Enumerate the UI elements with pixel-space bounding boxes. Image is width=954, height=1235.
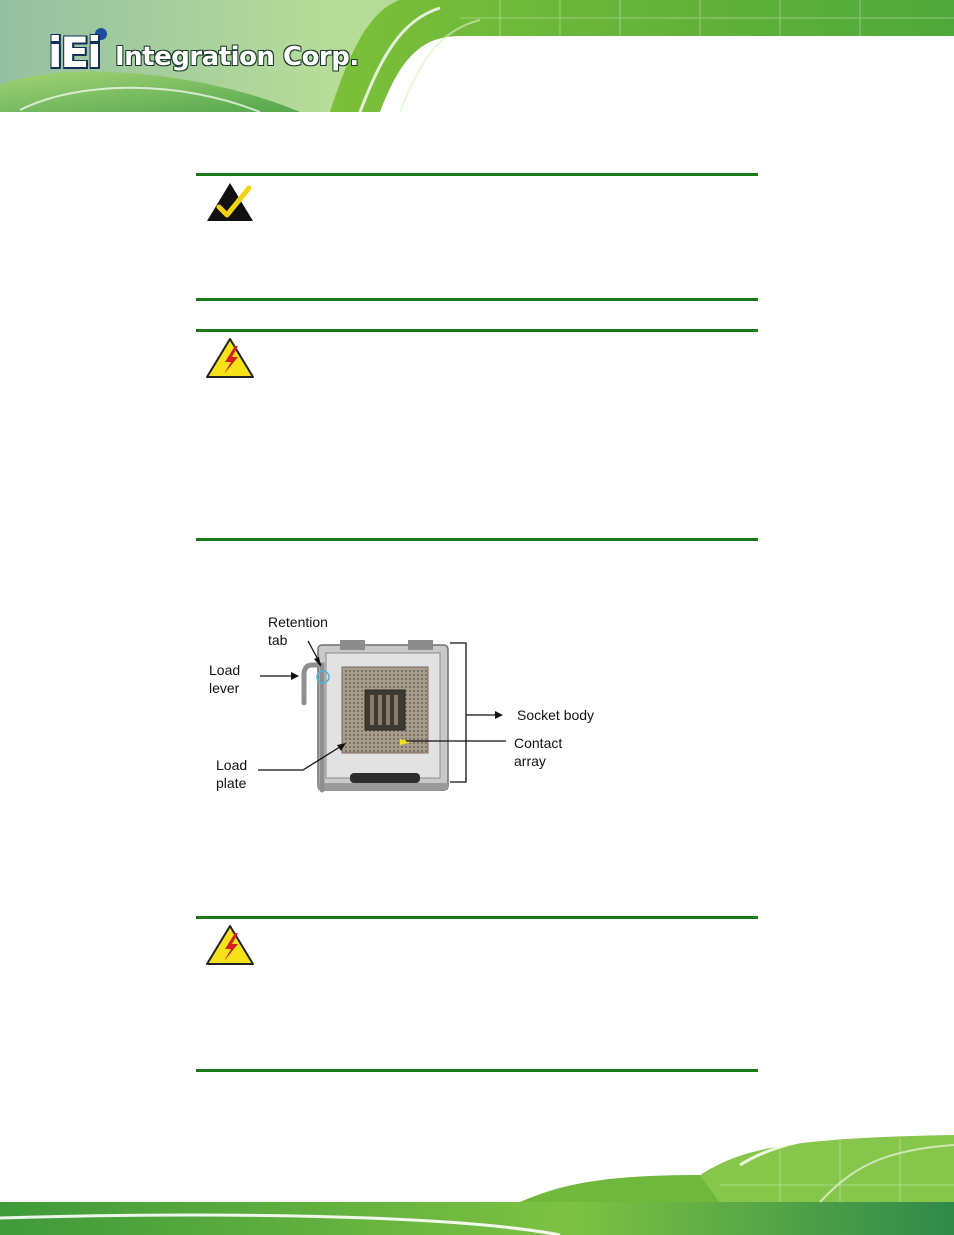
footer-banner [0,1130,954,1235]
warning-1-bottom-rule [196,538,758,541]
warning-1-top-rule [196,329,758,332]
socket-body-label: Socket body [517,707,595,723]
contact-array-label: Contact array [514,735,563,769]
high-voltage-warning-icon [205,336,255,380]
check-note-icon [205,180,255,224]
retention-tab-label: Retention tab [268,614,328,648]
warning-2-top-rule [196,916,758,919]
cpu-socket-figure [200,605,620,805]
load-lever-label: Load lever [209,662,241,696]
logo-company-name: Integration Corp. [115,42,359,72]
load-plate-label: Load plate [216,757,248,791]
note-bottom-rule [196,298,758,301]
note-top-rule [196,173,758,176]
warning-2-bottom-rule [196,1069,758,1072]
high-voltage-warning-icon [205,923,255,967]
logo-mark: iEi [48,28,100,77]
